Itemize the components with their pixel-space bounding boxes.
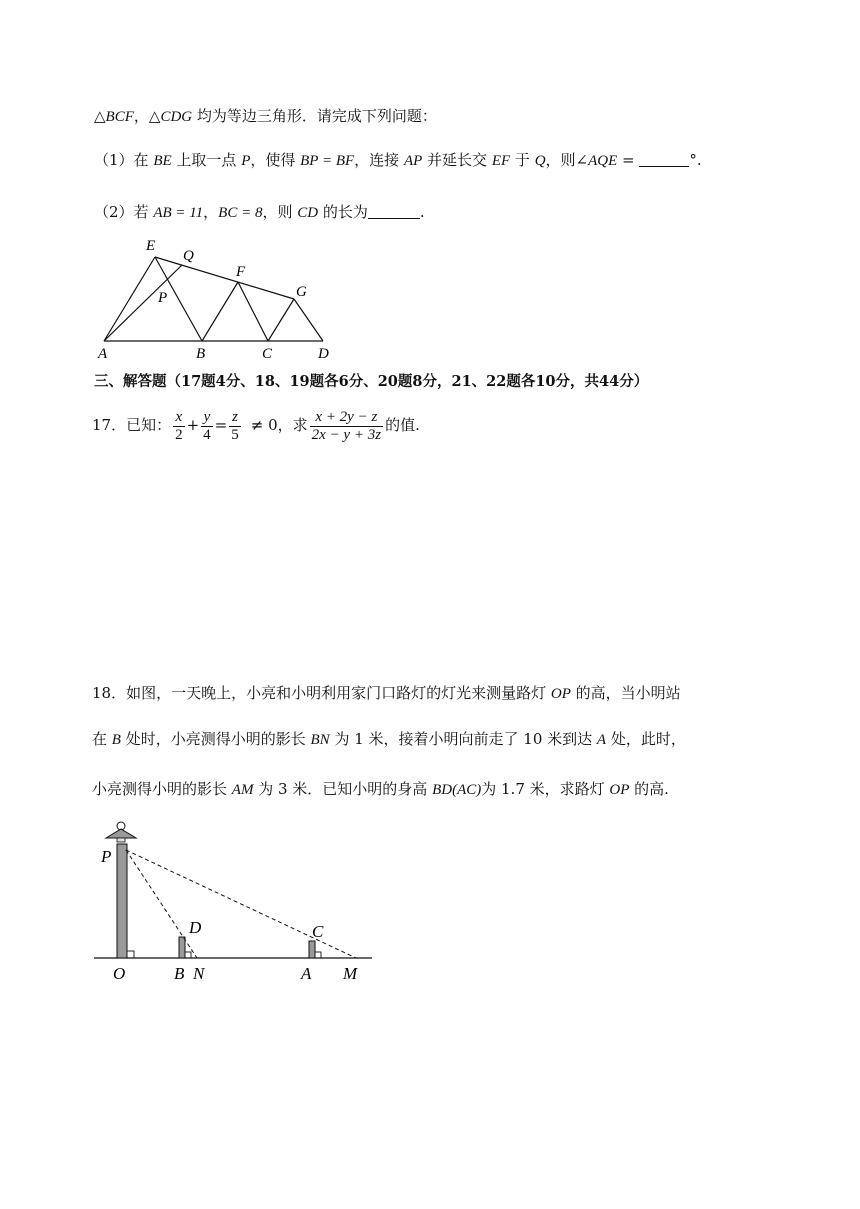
question-18-line-3 [92, 779, 669, 800]
q18-text: 的高，当小明站 [570, 684, 681, 702]
q1-text: °. [689, 151, 702, 169]
question-17 [92, 400, 420, 450]
lamp-pole [117, 844, 127, 958]
segment-eg [155, 257, 294, 299]
street-lamp-figure [92, 814, 382, 986]
question-1 [94, 150, 702, 171]
q1-eq: BP = BF [300, 153, 355, 169]
lamp-shade-icon [106, 829, 136, 838]
label-b: B [174, 964, 185, 983]
right-angle-b [185, 952, 191, 958]
q2-ab: AB = 11 [153, 205, 204, 221]
q1-text: 上取一点 [171, 151, 242, 169]
triangle-cdg: CDG [160, 109, 193, 125]
q2-text: （2）若 [94, 203, 154, 221]
q1-ap: AP [403, 153, 423, 169]
person-at-b [179, 937, 185, 958]
answer-blank-1[interactable] [639, 152, 689, 167]
q1-text: ，使得 [250, 151, 301, 169]
separator: ，△ [133, 107, 161, 125]
fraction-expression [310, 409, 383, 444]
q18-text: 在 [92, 730, 112, 748]
q18-bdac: BD(AC) [432, 782, 482, 798]
q1-aqe: AQE [588, 153, 618, 169]
q18-text: 处，此时， [606, 730, 686, 748]
q18-op: OP [609, 782, 630, 798]
q18-text: 处时，小亮测得小明的影长 [120, 730, 311, 748]
question-18-line-2 [92, 729, 686, 750]
denominator: 2 [175, 426, 183, 443]
intro-line [94, 106, 437, 127]
plus-sign: + [186, 416, 200, 434]
denominator: 2x − y + 3z [311, 426, 382, 443]
q17-text: ，求 [277, 416, 308, 434]
q2-text: ，则 [262, 203, 298, 221]
segment-fc [238, 282, 268, 341]
label-f: F [236, 264, 246, 280]
person-at-a [309, 941, 315, 958]
intro-text: 均为等边三角形．请完成下列问题： [192, 107, 437, 125]
label-e: E [146, 238, 156, 254]
q18-a: A [596, 732, 607, 748]
denominator: 5 [231, 426, 239, 443]
q17-text: 的值. [385, 416, 420, 434]
equals-sign: = [214, 416, 228, 434]
numerator: z [229, 409, 241, 427]
q1-text: （1）在 [94, 151, 154, 169]
q18-text: 小亮测得小明的影长 [92, 780, 232, 798]
q18-am: AM [231, 782, 254, 798]
label-p: P [158, 290, 168, 306]
numerator: x + 2y − z [310, 409, 383, 427]
q1-text: = [617, 151, 640, 169]
q2-bc: BC = 8 [218, 205, 263, 221]
question-2 [94, 202, 425, 223]
triangle-symbol: △ [94, 107, 106, 125]
q1-text: 并延长交 [422, 151, 492, 169]
label-d: D [189, 918, 202, 937]
q2-text: 的长为 [318, 203, 368, 221]
q1-ef: EF [491, 153, 511, 169]
not-equal-zero: ≠ 0 [250, 416, 278, 434]
q18-text: 的高. [629, 780, 669, 798]
label-o: O [113, 964, 126, 983]
q18-text: 18．如图，一天晚上，小亮和小明利用家门口路灯的灯光来测量路灯 [92, 684, 551, 702]
section-header: 三、解答题（17题4分、18、19题各6分、20题8分，21、22题各10分，共44分） [94, 373, 649, 390]
label-d: D [318, 346, 329, 362]
label-p: P [101, 847, 112, 866]
label-b: B [196, 346, 206, 362]
label-g: G [296, 284, 307, 300]
q18-text: 为 1 米，接着小明向前走了 10 米到达 [329, 730, 597, 748]
numerator: y [201, 409, 213, 427]
lamp-neck [117, 838, 125, 842]
label-a: A [301, 964, 312, 983]
q2-text: ， [203, 203, 219, 221]
ray-pm [126, 850, 356, 958]
q2-cd: CD [297, 205, 319, 221]
q18-b: B [111, 732, 121, 748]
numerator: x [173, 409, 185, 427]
segment-gd [294, 299, 323, 341]
q17-label: 17．已知： [92, 416, 172, 434]
q1-text: 于 [510, 151, 535, 169]
label-q: Q [183, 248, 194, 264]
q2-text: . [419, 203, 425, 221]
segment-cg [268, 299, 294, 341]
label-n: N [193, 964, 205, 983]
q18-op: OP [550, 686, 571, 702]
q1-text: ，则∠ [545, 151, 589, 169]
q18-text: 为 3 米．已知小明的身高 [253, 780, 433, 798]
denominator: 4 [203, 426, 211, 443]
fraction-x-2 [173, 409, 185, 444]
q18-text: 为 1.7 米，求路灯 [481, 780, 610, 798]
label-c: C [312, 922, 324, 941]
fraction-z-5 [229, 409, 241, 444]
answer-blank-2[interactable] [368, 204, 420, 219]
q18-bn: BN [310, 732, 330, 748]
fraction-y-4 [201, 409, 213, 444]
label-m: M [343, 964, 358, 983]
triangle-figure [95, 232, 345, 364]
segment-bf [202, 282, 238, 341]
triangle-bcf: BCF [105, 109, 134, 125]
right-angle-a [315, 952, 321, 958]
q1-q: Q [534, 153, 546, 169]
label-a: A [98, 346, 108, 362]
ray-pn [126, 850, 197, 958]
right-angle-o [127, 951, 134, 958]
q1-text: ，连接 [354, 151, 404, 169]
question-18-line-1 [92, 683, 681, 704]
q1-be: BE [153, 153, 172, 169]
q1-p: P [241, 153, 251, 169]
label-c: C [262, 346, 273, 362]
